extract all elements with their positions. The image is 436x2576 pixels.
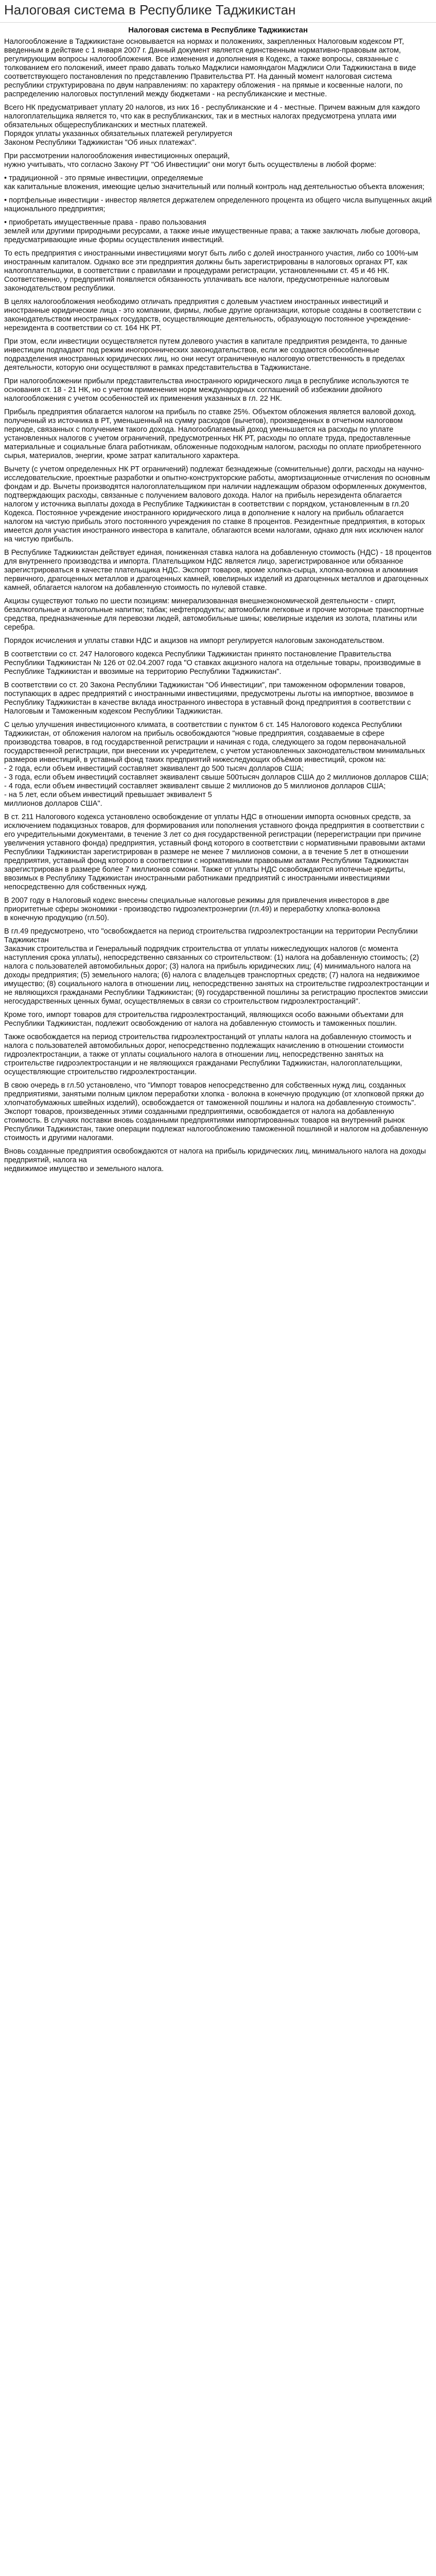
article-paragraph: При рассмотрении налогообложения инвестиционных операций, нужно учитывать, что согласно Закону РТ "Об Инвестиции" они могут быть осуществлены в любой форме:	[4, 152, 376, 169]
article-paragraph: В соответствии со ст. 247 Налогового кодекса Республики Таджикистан принято постановление Правительства Республики Таджикистан № 126 от 02.04.2007 года "О ставках акцизного налога на отдельные товары, производимые в Республике Таджикистан и ввозимые на территорию Республики Таджикистан".	[4, 650, 421, 676]
article-body	[4, 38, 432, 1174]
article-paragraph: Акцизы существуют только по шести позициям: минерализованная внешнеэкономической деятельности - спирт, безалкогольные и алкогольные напитки; табак; нефтепродукты; автомобили легковые и прочие моторные транспортные средства, предназначенные для перевозки людей, автомобильные шины; ювелирные изделия из золота, платины или серебра.	[4, 597, 424, 632]
article-paragraph: • приобретать имущественные права - право пользования землей или другими природными ресурсами, а также иные имущественные права; а также заключать любые договора, предусматривающие иные формы осуществления инвестиций.	[4, 218, 421, 244]
article-paragraph: Порядок исчисления и уплаты ставки НДС и акцизов на импорт регулируется налоговым законодательством.	[4, 637, 385, 645]
article-paragraph: Также освобождается на период строительства гидроэлектростанций от уплаты налога на добавленную стоимость и налога с пользователей автомобильных дорог, непосредственно подлежащих начислению в отношении стоимости гидроэлектростанции, а также от уплаты социального налога в отношении лиц, непосредственно занятых на строительстве гидроэлектростанции и не являющихся гражданами Республики Таджикистан, налогоплательщики, осуществляющие строительство гидроэлектростанции.	[4, 1033, 412, 1076]
article-paragraph: • традиционной - это прямые инвестиции, определяемые как капитальные вложения, имеющие целью значительный или полный контроль над деятельностью объекта вложения;	[4, 174, 425, 191]
article-paragraph: Всего НК предусматривает уплату 20 налогов, из них 16 - республиканские и 4 - местные. Причем важным для каждого налогоплательщика является то, что как в республиканских, так и в местных налогах предусмотрена уплата ими обязательных общереспубликанских и местных платежей. Порядок уплаты указанных обязательных платежей регулируется Законом Республики Таджикистан "Об иных платежах".	[4, 104, 420, 147]
article-subtitle: Налоговая система в Республике Таджикистан	[128, 26, 308, 35]
article-paragraph: • портфельные инвестиции - инвестор является держателем определенного процента из общего числа выпущенных акций национального предприятия;	[4, 196, 432, 213]
page-title: Налоговая система в Республике Таджикистан	[0, 0, 436, 23]
article-content	[0, 23, 436, 1174]
article-paragraph: Вычету (с учетом определенных НК РТ ограничений) подлежат безнадежные (сомнительные) долги, расходы на научно-исследовательские, проектные разработки и опытно-конструкторские работы, амортизационные отчисления по основным фондам и др. Вычеты производятся налогоплательщиком при наличии надлежащим образом оформленных документов, подтверждающих расходы, связанные с получением валового дохода. Налог на прибыль нерезидента облагается налогом у источника выплаты дохода в Республике Таджикистан в соответствии с порядком, установленным в гл.20 Кодекса. Постоянное учреждение иностранного юридического лица в дополнение к налогу на прибыль облагается налогом на чистую прибыль этого постоянного учреждения по ставке 8 процентов. Резидентные предприятия, в которых имеется доля участия иностранного инвестора в капитале, облагаются всеми налогами, однако для них исключен налог на чистую прибыль.	[4, 465, 430, 544]
article-paragraph: В свою очередь в гл.50 установлено, что "Импорт товаров непосредственно для собственных нужд лиц, созданных предприятиями, занятыми полным циклом переработки хлопка - волокна в конечную продукцию (от хлопковой пряжи до хлопчатобумажных швейных изделий), освобождается от таможенной пошлины и налога на добавленную стоимость". Экспорт товаров, произведенных этими созданными предприятиями, освобождается от налога на добавленную стоимость. В случаях поставки вновь созданными предприятиями импортированных товаров на внутренний рынок Республики Таджикистан, такие операции подлежат налогообложению таможенной пошлиной и налогом на добавленную стоимость и другими налогами.	[4, 1081, 428, 1142]
article-paragraph: В соответствии со ст. 20 Закона Республики Таджикистан "Об Инвестиции", при таможенном оформлении товаров, поступающих в адрес предприятий с иностранными инвестициями, предусмотрены льготы на импортное, ввозимое в Республику Таджикистан в качестве вклада иностранного инвестора в уставный фонд предприятия в соответствии с Налоговым и Таможенным кодексом Республики Таджикистан.	[4, 681, 414, 716]
article-paragraph: Кроме того, импорт товаров для строительства гидроэлектростанций, являющихся особо важными объектами для Республики Таджикистан, подлежит освобождению от налога на добавленную стоимость и таможенных пошлин.	[4, 1011, 404, 1028]
article-paragraph: В Республике Таджикистан действует единая, пониженная ставка налога на добавленную стоимость (НДС) - 18 процентов для внутреннего производства и импорта. Плательщиком НДС является лицо, зарегистрированное или обязанное зарегистрироваться в качестве плательщика НДС. Экспорт товаров, кроме хлопка-сырца, хлопка-волокна и алюминия первичного, драгоценных металлов и драгоценных камней, ювелирных изделий из драгоценных металлов и драгоценных камней, облагается налогом на добавленную стоимость по нулевой ставке.	[4, 549, 432, 592]
article-paragraph: Прибыль предприятия облагается налогом на прибыль по ставке 25%. Объектом обложения является валовой доход, полученный из источника в РТ, уменьшенный на сумму расходов (вычетов), произведенных в отчетном налоговом периоде, связанных с получением такого дохода. Налогооблагаемый доход уменьшается на расходы по уплате установленных налогов с учетом ограничений, предусмотренных НК РТ, расходы по оплате труда, предоставленные материальные и социальные блага работникам, обложенные подоходным налогом, расходы по оплате приобретенного сырья, материалов, энергии, кроме затрат капитального характера.	[4, 408, 422, 460]
article-paragraph: То есть предприятия с иностранными инвестициями могут быть либо с долей иностранного участия, либо со 100%-ым иностранным капиталом. Однако все эти предприятия должны быть зарегистрированы в налоговых органах РТ, как налогоплательщики, в соответствии с правилами и процедурами регистрации, установленными ст. 45 и 46 НК. Соответственно, у предприятий появляется обязанность уплачивать все налоги, предусмотренные налоговым законодательством республики.	[4, 249, 418, 293]
article-paragraph: В ст. 211 Налогового кодекса установлено освобождение от уплаты НДС в отношении импорта основных средств, за исключением подакцизных товаров, для формирования или пополнения уставного фонда предприятия в соответствии с его учредительными документами, в течение 3 лет со дня государственной регистрации (перерегистрации при причине увеличения уставного фонда) предприятия, уставный фонд которого в соответствии с нормативными правовыми актами Республики Таджикистан зарегистрирован в размере не менее 7 миллионов сомони, а в течение 5 лет в отношении предприятия, уставный фонд которого в соответствии с нормативными правовыми актами Республики Таджикистан зарегистрирован в размере более 7 миллионов сомони. Также от уплаты НДС освобождаются ипотечные кредиты, ввозимых в Республику Таджикистан иностранными работниками предприятий с иностранными инвестициями непосредственно для собственных нужд.	[4, 813, 426, 891]
article-paragraph: С целью улучшения инвестиционного климата, в соответствии с пунктом 6 ст. 145 Налогового кодекса Республики Таджикистан, от обложения налогом на прибыль освобождаются "новые предприятия, создаваемые в сфере производства товаров, в год государственной регистрации и начиная с года, следующего за годом первоначальной государственной регистрации, при внесении их учредителем, с учетом установленных законодательством минимальных размеров инвестиций, в уставный фонд таких предприятий нижеследующих объёмов инвестиций, сроком на: - 2 года, если объем инвестиций составляет эквивалент до 500 тысяч долларов США; - 3 года, если объем инвестиций составляет эквивалент свыше 500тысяч долларов США до 2 миллионов долларов США; - 4 года, если объем инвестиций составляет эквивалент свыше 2 миллионов до 5 миллионов долларов США; - на 5 лет, если объем инвестиций превышает эквивалент 5 миллионов долларов США".	[4, 721, 429, 808]
article-paragraph: При налогообложении прибыли представительства иностранного юридического лица в республике используются те основания ст. 18 - 21 НК, но с учетом применения норм международных соглашений об избежании двойного налогообложения с учетом особенностей их применения указанных в гл. 22 НК.	[4, 377, 409, 403]
article-paragraph: В целях налогообложения необходимо отличать предприятия с долевым участием иностранных инвестиций и иностранные юридические лица - это компании, фирмы, любые другие организации, которые созданы в соответствии с законодательством иностранных государств, осуществляющие деятельность, образующую постоянное учреждение-нерезидента в соответствии со ст. 164 НК РТ.	[4, 298, 422, 332]
article-paragraph: Вновь созданные предприятия освобождаются от налога на прибыль юридических лиц, минимального налога на доходы предприятий, налога на недвижимое имущество и земельного налога.	[4, 1147, 426, 1173]
article-page	[0, 0, 436, 1183]
article-paragraph: В гл.49 предусмотрено, что "освобождается на период строительства гидроэлектростанции на территории Республики Таджикистан Заказчик строительства и Генеральный подрядчик строительства от уплаты нижеследующих налогов (с момента наступления срока уплаты), непосредственно связанных со строительством: (1) налога на добавленную стоимость; (2) налога с пользователей автомобильных дорог; (3) налога на прибыль юридических лиц; (4) минимального налога на доходы предприятия; (5) земельного налога; (6) налога с владельцев транспортных средств; (7) налога на недвижимое имущество; (8) социального налога в отношении лиц, непосредственно занятых на строительстве гидроэлектростанции и не являющихся гражданами Республики Таджикистан; (9) государственной пошлины за регистрацию проспектов эмиссии негосударственных ценных бумаг, осуществляемых в связи со строительством гидроэлектростанций".	[4, 927, 429, 1006]
article-paragraph: В 2007 году в Налоговый кодекс внесены специальные налоговые режимы для привлечения инвесторов в две приоритетные сферы экономики - производство гидроэлектроэнергии (гл.49) и переработку хлопка-волокна в конечную продукцию (гл.50).	[4, 896, 390, 922]
article-paragraph: При этом, если инвестиции осуществляется путем долевого участия в капитале предприятия резидента, то данные инвестиции подпадают под режим иногороннических законодательствов, если же создаются обособленные подразделения иностранных юридических лиц, но они несут ограниченную налоговую ответственность в пределах деятельности, которую они осуществляют в рамках представительства в Таджикистане.	[4, 337, 407, 372]
article-paragraph: Налогообложение в Таджикистане основывается на нормах и положениях, закрепленных Налоговым кодексом РТ, введенным в действие с 1 января 2007 г. Данный документ является единственным нормативно-правовым актом, регулирующим вопросы налогообложения. Все изменения и дополнения в Кодекс, а также вопросы, связанные с толкованием его положений, имеет право давать только Маджлиси намояндагон Маджлиси Оли Таджикистана в виде соответствующего постановления по представлению Правительства РТ. На данный момент налоговая система республики структурирована по двум направлениям: по характеру обложения - на прямые и косвенные налоги, по распределению налоговых поступлений между бюджетами - на республиканские и местные.	[4, 38, 416, 98]
